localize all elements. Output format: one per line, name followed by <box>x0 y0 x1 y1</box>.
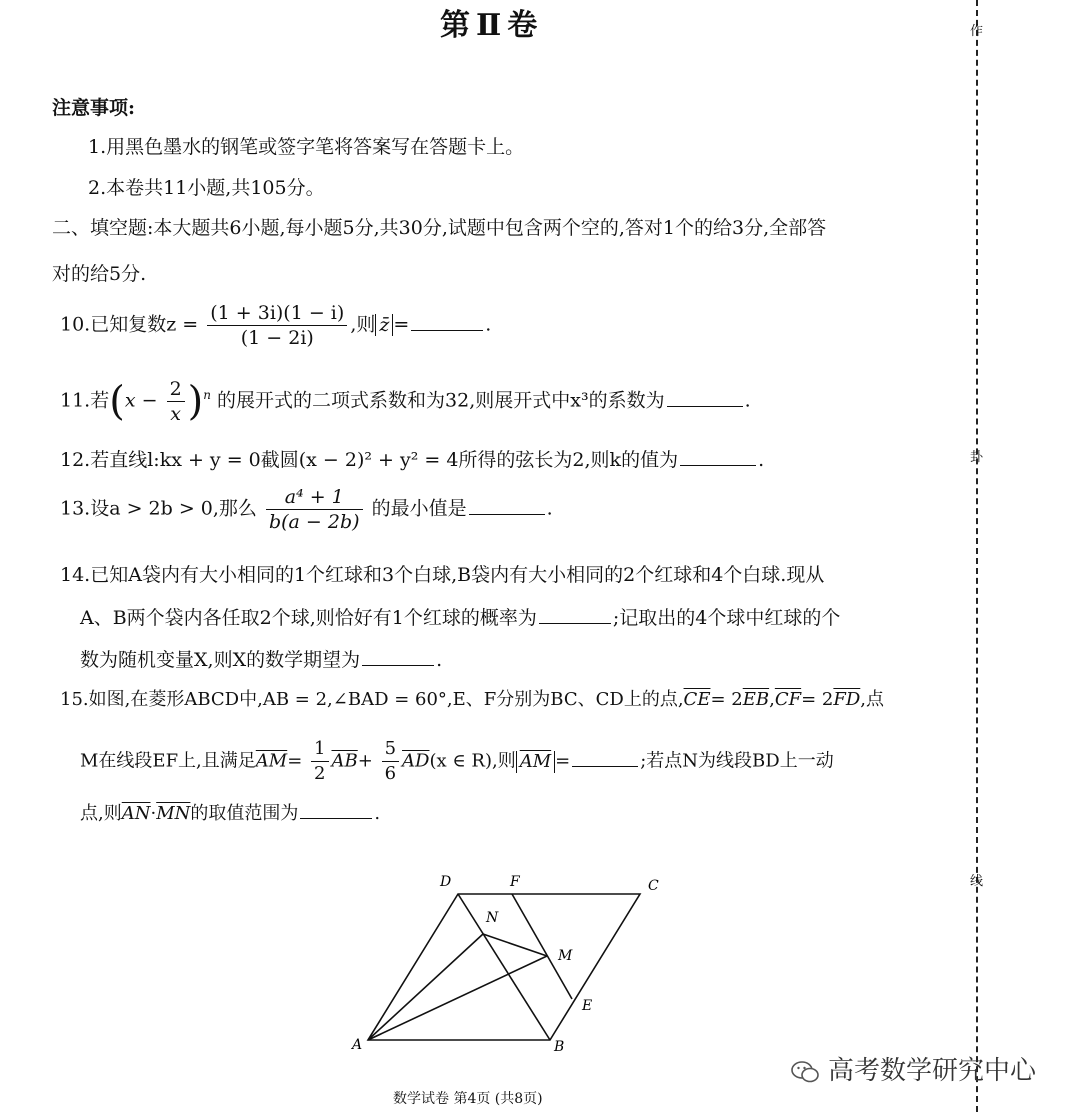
q15-frac2-num: 5 <box>382 738 399 762</box>
q12-end: . <box>758 449 765 471</box>
q11-right-paren: ) <box>187 378 204 425</box>
q10-answer-blank[interactable] <box>411 312 483 331</box>
q15-vec-an: $\overline{AN}$ <box>121 803 151 824</box>
wechat-icon <box>790 1060 820 1084</box>
question-15-line2 <box>80 738 834 785</box>
rhombus-figure <box>340 868 680 1058</box>
label-n: N <box>486 910 499 926</box>
q15-line1a: 15.如图,在菱形ABCD中,AB = 2,∠BAD = 60°,E、F分别为BC、CD上的点, <box>60 689 684 710</box>
segment-am <box>368 956 547 1040</box>
section-instructions-line2: 对的给5分. <box>52 263 147 285</box>
q15-fraction-1 <box>311 738 328 785</box>
q14-line2b: ;记取出的4个球中红球的个 <box>612 607 841 629</box>
q15-vec-am: $\overline{AM}$ <box>255 750 288 772</box>
question-14-line1: 14.已知A袋内有大小相同的1个红球和3个白球,B袋内有大小相同的2个红球和4个白球.现从 <box>60 564 825 586</box>
q13-numerator: a⁴ + 1 <box>266 486 363 510</box>
margin-mark-2: 卦 <box>970 450 984 465</box>
question-11 <box>60 378 751 425</box>
q15-frac2-den: 6 <box>384 763 397 784</box>
page-title: 第Ⅱ卷 <box>440 8 544 43</box>
margin-mark-1: 作 <box>970 24 984 39</box>
q15-vec-cf: $\overline{CF}$ <box>774 689 802 710</box>
q14-line3a: 数为随机变量X,则X的数学期望为 <box>80 649 361 671</box>
q15-fraction-2 <box>382 738 399 785</box>
q15-frac1-num: 1 <box>311 738 328 762</box>
q11-var: x − <box>124 389 158 412</box>
q14-line2a: A、B两个袋内各任取2个球,则恰好有1个红球的概率为 <box>80 607 537 629</box>
notice-item-2: 2.本卷共11小题,共105分。 <box>88 177 325 199</box>
q15-vec-mn: $\overline{MN}$ <box>156 803 191 824</box>
question-13 <box>60 486 553 533</box>
q11-answer-blank[interactable] <box>667 388 743 407</box>
question-15-line1 <box>60 688 884 712</box>
q10-fraction <box>207 302 347 349</box>
q15-eqs: = <box>287 750 303 772</box>
q13-denominator: b(a − 2b) <box>268 511 360 533</box>
q13-end: . <box>546 497 553 520</box>
q15-vec-eb: $\overline{EB}$ <box>742 689 770 710</box>
question-15-line3 <box>80 800 380 826</box>
q15-line3b: 的取值范围为 <box>190 803 299 824</box>
label-f: F <box>510 874 520 890</box>
q15-eq2: = 2 <box>801 689 834 710</box>
watermark <box>790 1050 1036 1087</box>
q13-text: 的最小值是 <box>371 497 467 520</box>
q15-line3a: 点,则 <box>80 803 122 824</box>
q15-vec-ab: $\overline{AB}$ <box>331 750 358 772</box>
q15-cond: (x ∈ R),则 <box>429 750 516 772</box>
q11-exponent: n <box>203 388 211 403</box>
q15-frac1-den: 2 <box>314 763 326 784</box>
q11-denominator: x <box>170 403 181 425</box>
section-instructions-line1: 二、填空题:本大题共6小题,每小题5分,共30分,试题中包含两个空的,答对1个的给3分,全部答 <box>52 217 827 239</box>
notice-item-1: 1.用黑色墨水的钢笔或签字笔将答案写在答题卡上。 <box>88 136 525 158</box>
label-b: B <box>554 1039 565 1055</box>
q15-dot: ,点 <box>860 689 885 710</box>
q15-answer-blank-2[interactable] <box>300 800 372 819</box>
q12-text: 12.若直线l:kx + y = 0截圆(x − 2)² + y² = 4所得的弦长为2,则k的值为 <box>60 449 679 471</box>
q13-answer-blank[interactable] <box>469 496 545 515</box>
q15-vec-fd: $\overline{FD}$ <box>833 689 861 710</box>
q15-middot: · <box>150 803 157 824</box>
q11-fraction <box>167 378 185 425</box>
q12-answer-blank[interactable] <box>680 447 756 466</box>
q15-vec-ce: $\overline{CE}$ <box>683 689 711 710</box>
label-m: M <box>558 948 573 964</box>
q11-left-paren: ( <box>109 378 125 425</box>
label-d: D <box>440 874 452 890</box>
q10-prefix: 10.已知复数z = <box>60 313 199 336</box>
q15-abs-am: $\overline{AM}$ <box>516 751 555 773</box>
q15-plus: + <box>357 750 373 772</box>
q11-numerator: 2 <box>167 378 185 402</box>
q15-eqend: = <box>555 750 571 772</box>
label-e: E <box>582 998 593 1014</box>
question-14-line2 <box>80 605 840 630</box>
q11-end: . <box>744 389 751 412</box>
q13-prefix: 13.设a > 2b > 0,那么 <box>60 497 257 520</box>
page-footer: 数学试卷 第4页 (共8页) <box>393 1091 543 1107</box>
q14-answer-blank-2[interactable] <box>362 647 434 666</box>
diagonal-bd <box>458 894 550 1040</box>
q11-text: 的展开式的二项式系数和为32,则展开式中x³的系数为 <box>217 389 665 412</box>
margin-mark-3: 线 <box>970 874 984 889</box>
label-c: C <box>648 878 659 894</box>
q10-mid: ,则 <box>350 313 376 336</box>
q11-prefix: 11.若 <box>60 389 110 412</box>
question-14-line3 <box>80 647 442 672</box>
q10-eq: = <box>393 313 410 336</box>
q15-comma: , <box>769 689 775 710</box>
label-a: A <box>352 1037 363 1053</box>
question-12 <box>60 447 764 472</box>
q15-vec-ad: $\overline{AD}$ <box>402 750 430 772</box>
q15-answer-blank-1[interactable] <box>572 748 638 767</box>
q10-abs-value: z̄ <box>375 314 393 336</box>
notice-heading: 注意事项: <box>52 97 136 119</box>
q14-end: . <box>436 649 443 671</box>
q15-line2a: M在线段EF上,且满足 <box>80 750 256 772</box>
q10-numerator: (1 + 3i)(1 − i) <box>207 302 347 326</box>
watermark-text: 高考数学研究中心 <box>828 1056 1037 1086</box>
q10-end: . <box>485 313 492 336</box>
q15-end: . <box>374 803 381 824</box>
question-10 <box>60 302 491 349</box>
q10-denominator: (1 − 2i) <box>240 327 314 349</box>
q13-fraction <box>266 486 363 533</box>
segment-an <box>368 934 483 1040</box>
q15-line2b: ;若点N为线段BD上一动 <box>640 750 834 772</box>
binding-dashed-line <box>976 0 978 1112</box>
q14-answer-blank-1[interactable] <box>539 605 611 624</box>
q15-eq1: = 2 <box>710 689 743 710</box>
